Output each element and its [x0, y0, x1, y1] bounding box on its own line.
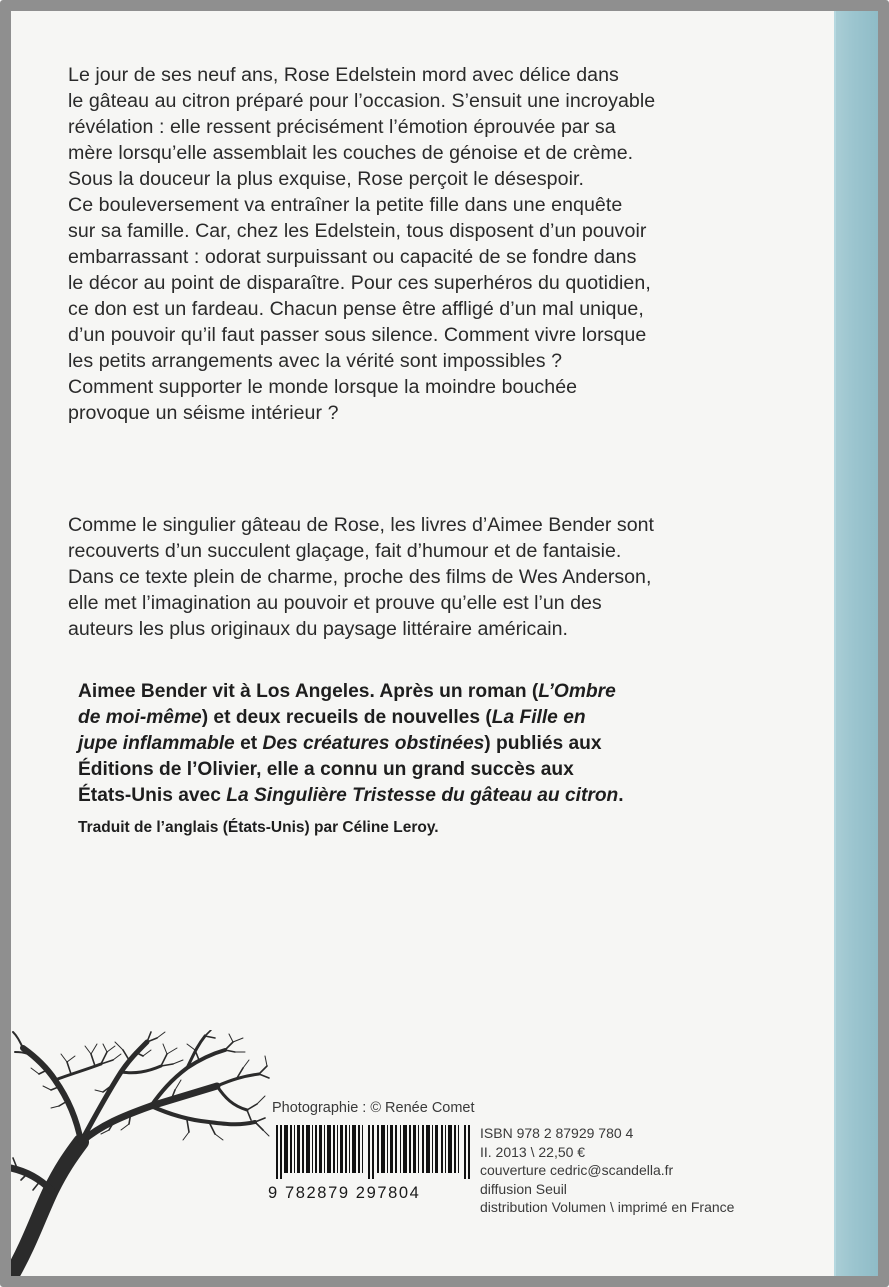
- bio-title: jupe inflammable: [78, 733, 235, 754]
- publication-info: [480, 1124, 734, 1217]
- synopsis-line: Ce bouleversement va entraîner la petite fille dans une enquête: [68, 194, 623, 216]
- bio-line: [78, 705, 818, 731]
- synopsis-line: Sous la douceur la plus exquise, Rose perçoit le désespoir.: [68, 168, 584, 190]
- synopsis-line: Le jour de ses neuf ans, Rose Edelstein mord avec délice dans: [68, 64, 619, 86]
- review-line: Comme le singulier gâteau de Rose, les livres d’Aimee Bender sont: [68, 514, 654, 536]
- synopsis-line: sur sa famille. Car, chez les Edelstein, tous disposent d’un pouvoir: [68, 220, 647, 242]
- book-spine: [834, 11, 878, 1276]
- review-line: recouverts d’un succulent glaçage, fait d’humour et de fantaisie.: [68, 540, 622, 562]
- barcode-icon: [276, 1125, 472, 1179]
- bio-title: L’Ombre: [538, 681, 616, 702]
- translator-credit: Traduit de l’anglais (États-Unis) par Céline Leroy.: [78, 819, 439, 836]
- price-text: II. 2013 \ 22,50 €: [480, 1143, 586, 1160]
- bio-text: Aimee Bender vit à Los Angeles. Après un roman (: [78, 681, 539, 702]
- bio-text: .: [618, 785, 624, 806]
- synopsis-paragraph: [68, 62, 808, 426]
- synopsis-line: les petits arrangements avec la vérité sont impossibles ?: [68, 350, 563, 372]
- bio-text: et: [234, 733, 263, 754]
- synopsis-line: le gâteau au citron préparé pour l’occasion. S’ensuit une incroyable: [68, 90, 656, 112]
- barcode-number: 9 782879 297804: [268, 1184, 421, 1202]
- bio-title: La Singulière Tristesse du gâteau au citron: [226, 785, 619, 806]
- bio-text: États-Unis avec: [78, 785, 227, 806]
- tree-silhouette-icon: [11, 1030, 271, 1276]
- synopsis-line: mère lorsqu’elle assemblait les couches de génoise et de crème.: [68, 142, 634, 164]
- bio-text: ) publiés aux: [484, 733, 602, 754]
- review-line: elle met l’imagination au pouvoir et prouve qu’elle est l’un des: [68, 592, 602, 614]
- bio-line: [78, 679, 818, 705]
- distribution-text: distribution Volumen \ imprimé en France: [480, 1199, 735, 1215]
- review-line: Dans ce texte plein de charme, proche des films de Wes Anderson,: [68, 566, 652, 588]
- bio-text: ) et deux recueils de nouvelles (: [201, 707, 492, 728]
- diffusion-text: diffusion Seuil: [480, 1180, 567, 1197]
- synopsis-line: révélation : elle ressent précisément l’émotion éprouvée par sa: [68, 116, 616, 138]
- synopsis-line: ce don est un fardeau. Chacun pense être affligé d’un mal unique,: [68, 298, 644, 320]
- bio-line: Éditions de l’Olivier, elle a connu un grand succès aux: [78, 759, 574, 780]
- cover-credit: couverture cedric@scandella.fr: [480, 1162, 674, 1178]
- synopsis-line: embarrassant : odorat surpuissant ou capacité de se fondre dans: [68, 246, 637, 268]
- review-paragraph: [68, 512, 808, 642]
- author-bio: [78, 679, 818, 809]
- bio-line: [78, 783, 818, 809]
- synopsis-line: d’un pouvoir qu’il faut passer sous silence. Comment vivre lorsque: [68, 324, 647, 346]
- bio-line: [78, 731, 818, 757]
- synopsis-line: provoque un séisme intérieur ?: [68, 402, 339, 424]
- isbn-text: ISBN 978 2 87929 780 4: [480, 1125, 634, 1141]
- bio-title: de moi-même: [78, 707, 202, 728]
- bio-title: Des créatures obstinées: [262, 733, 485, 754]
- bio-title: La Fille en: [491, 707, 586, 728]
- photo-credit: Photographie : © Renée Comet: [272, 1100, 475, 1116]
- synopsis-line: Comment supporter le monde lorsque la moindre bouchée: [68, 376, 578, 398]
- review-line: auteurs les plus originaux du paysage littéraire américain.: [68, 618, 568, 640]
- synopsis-line: le décor au point de disparaître. Pour ces superhéros du quotidien,: [68, 272, 651, 294]
